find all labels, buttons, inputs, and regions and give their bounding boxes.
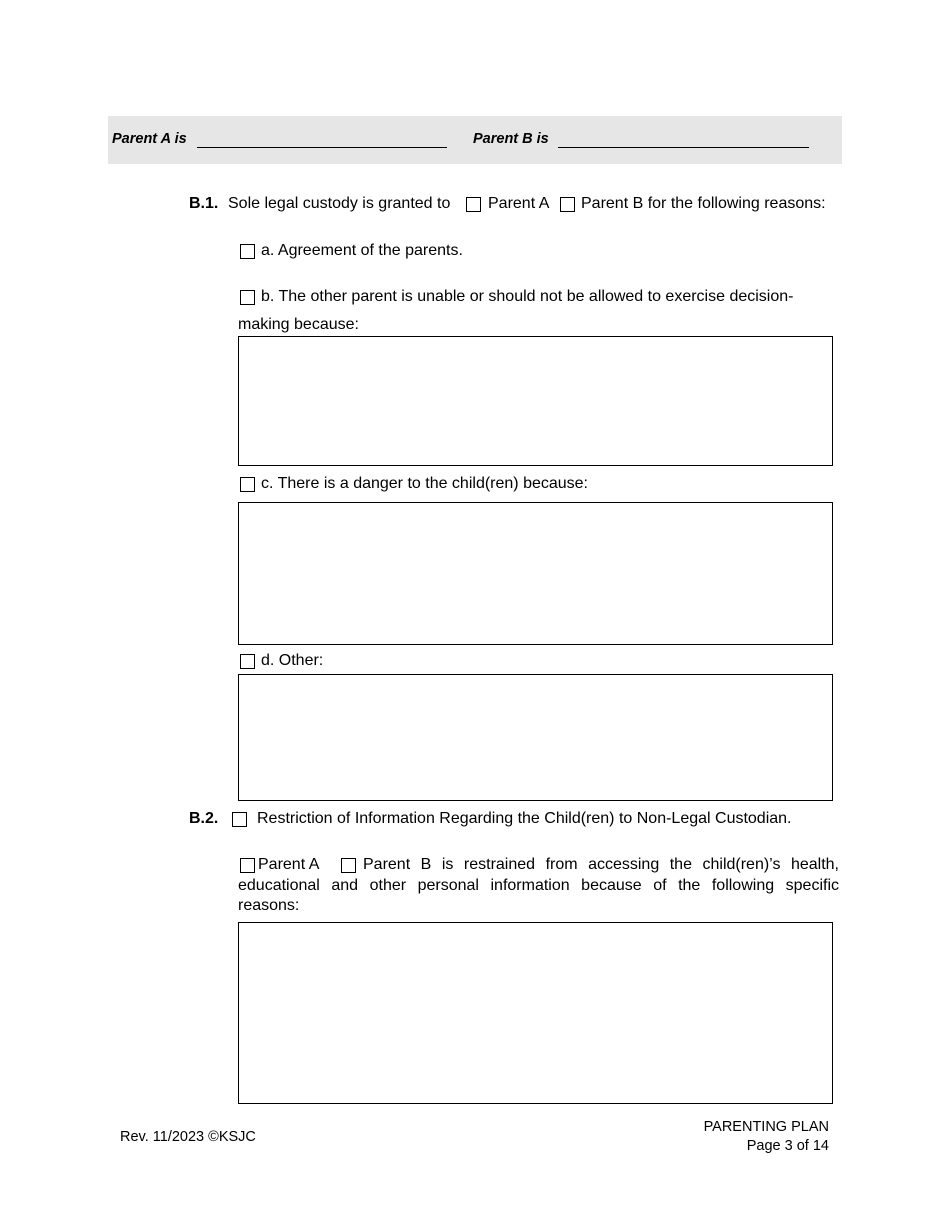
b1-parent-b-checkbox[interactable]: [560, 197, 575, 212]
parent-b-label: Parent B is: [473, 131, 549, 147]
reason-c-checkbox[interactable]: [240, 477, 255, 492]
b1-intro-text: Sole legal custody is granted to: [228, 195, 451, 212]
b2-restriction-checkbox[interactable]: [232, 812, 247, 827]
document-title: PARENTING PLAN: [703, 1119, 829, 1135]
parent-b-name-line[interactable]: [558, 147, 809, 148]
reason-b-checkbox[interactable]: [240, 290, 255, 305]
b2-title: Restriction of Information Regarding the Child(ren) to Non-Legal Custodian.: [257, 810, 792, 827]
reason-a-checkbox[interactable]: [240, 244, 255, 259]
reason-c-label: c. There is a danger to the child(ren) because:: [261, 475, 588, 492]
reason-a-label: a. Agreement of the parents.: [261, 242, 463, 259]
b2-reasons-text-box[interactable]: [238, 922, 833, 1104]
reason-d-label: d. Other:: [261, 652, 324, 669]
reason-b-label-line1: b. The other parent is unable or should not be allowed to exercise decision-: [261, 288, 794, 305]
parent-a-label: Parent A is: [112, 131, 187, 147]
footer-right: [704, 1118, 829, 1156]
reason-b-text-box[interactable]: [238, 336, 833, 466]
parent-a-name-line[interactable]: [197, 147, 447, 148]
reason-c-text-box[interactable]: [238, 502, 833, 645]
section-b2-number: B.2.: [189, 810, 219, 827]
b2-restriction-paragraph: Parent B is restrained from accessing the child(ren)’s health, educational and other personal information because of the following specific reasons:: [238, 856, 839, 914]
revision-note: Rev. 11/2023 ©KSJC: [120, 1129, 256, 1145]
section-b1-number: B.1.: [189, 195, 219, 212]
reason-b-label-line2: making because:: [238, 316, 359, 333]
b2-parent-a-label: Parent A: [258, 856, 320, 873]
b1-parent-b-label: Parent B for the following reasons:: [581, 195, 826, 212]
reason-d-checkbox[interactable]: [240, 654, 255, 669]
page-number: Page 3 of 14: [746, 1138, 829, 1154]
b1-parent-a-checkbox[interactable]: [466, 197, 481, 212]
b1-parent-a-label: Parent A: [488, 195, 550, 212]
reason-d-text-box[interactable]: [238, 674, 833, 801]
